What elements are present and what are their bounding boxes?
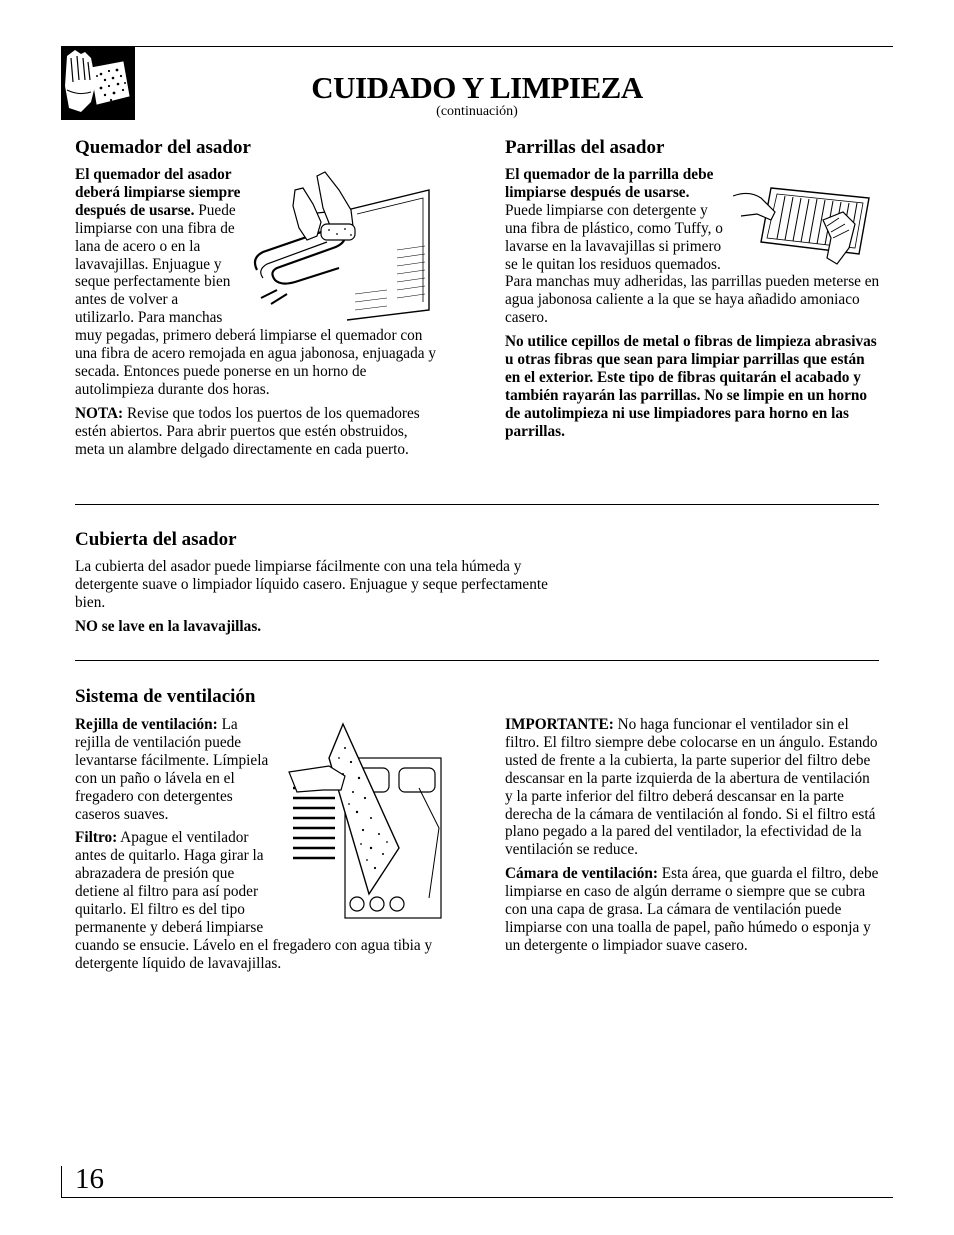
filtro-text: Apague el ventilador antes de quitarlo. Haga girar la abrazadera de presión que detiene al filtro para así poder quitarlo. El filtro es del tipo permanente y deberá limpiarse cuando se ensucie. Lávelo en el fregadero con agua tibia y detergente líquido de lavavajillas. — [75, 829, 433, 972]
quemador-p1-bold: El quemador del asador deberá limpiarse siempre después de usarse. — [75, 166, 241, 219]
section-heading-quemador: Quemador del asador — [75, 137, 251, 158]
quemador-nota-label: NOTA: — [75, 404, 124, 422]
bottom-rule — [61, 1197, 893, 1198]
page-subtitle: (continuación) — [436, 104, 518, 119]
ventilacion-left-text — [75, 716, 445, 973]
importante-text: No haga funcionar el ventilador sin el filtro. El filtro siempre debe colocarse en un ángulo. Estando usted de frente a la cubierta, la parte superior del filtro debe descansar en la parte izquierda de la abertura de ventilación y la parte inferior del filtro deberá descansar en la parte derecha de la cámara de ventilación al fondo. Si el filtro está plano pegado a la pared del ventilador, la efectividad de la ventilación se reduce. — [505, 716, 878, 859]
section-parrillas — [505, 136, 881, 447]
quemador-text — [75, 166, 437, 459]
rejilla-text: La rejilla de ventilación puede levantarse fácilmente. Límpiela con un paño o lávela en el fregadero con detergentes caseros suaves. — [75, 716, 269, 823]
camara-label: Cámara de ventilación: — [505, 865, 658, 883]
camara-text: Esta área, que guarda el filtro, debe limpiarse en caso de algún derrame o siempre que se cubra con una capa de grasa. La cámara de ventilación puede limpiarse con una toalla de papel, paño húmedo o esponja y un detergente o limpiador suave casero. — [505, 865, 879, 954]
top-rule — [61, 46, 893, 47]
cubierta-warning: NO se lave en la lavavajillas. — [75, 617, 262, 635]
section-cubierta — [75, 528, 565, 642]
grill-rack-illustration — [731, 168, 881, 268]
quemador-nota-text: Revise que todos los puertos de los quemadores estén abiertos. Para abrir puertos que estén obstruidos, meta un alambre delgado directamente en cada puerto. — [75, 404, 420, 458]
section-heading-parrillas: Parrillas del asador — [505, 137, 665, 158]
footer-left-rule — [61, 1166, 62, 1197]
filtro-label: Filtro: — [75, 829, 118, 847]
importante-label: IMPORTANTE: — [505, 716, 614, 733]
vent-filter-illustration — [279, 718, 445, 930]
burner-illustration — [247, 170, 437, 324]
section-heading-ventilacion: Sistema de ventilación — [75, 686, 256, 707]
cubierta-text — [75, 558, 565, 636]
section-divider-1 — [75, 504, 879, 505]
ventilacion-left — [75, 716, 445, 979]
parrillas-text — [505, 166, 881, 441]
quemador-p1-text: Puede limpiarse con una fibra de lana de acero o en la lavavajillas. Enjuague y seque perfectamente bien antes de volver a utilizarlo. Para manchas muy pegadas, primero deberá limpiarse el quemador con una fibra de acero remojada en agua jabonosa, enjuagada y secada. Entonces puede ponerse en un horno de autolimpieza durante dos horas. — [75, 201, 437, 398]
section-divider-2 — [75, 660, 879, 661]
page-title: CUIDADO Y LIMPIEZA — [311, 70, 643, 105]
parrillas-warning: No utilice cepillos de metal o fibras de limpieza abrasivas u otras fibras que sean para limpiar parrillas que están en el exterior. Este tipo de fibras quitarán el acabado y también rayarán las parrillas. No se limpie en un horno de autolimpieza ni use limpiadores para horno en las parrillas. — [505, 333, 877, 440]
parrillas-p1-bold: El quemador de la parrilla debe limpiarse después de usarse. — [505, 166, 714, 201]
page-number: 16 — [75, 1163, 104, 1195]
ventilacion-right — [505, 716, 881, 961]
cubierta-p1: La cubierta del asador puede limpiarse fácilmente con una tela húmeda y detergente suave o limpiador líquido casero. Enjuague y seque perfectamente bien. — [75, 558, 548, 611]
section-quemador — [75, 136, 437, 465]
parrillas-p1-text: Puede limpiarse con detergente y una fibra de plástico, como Tuffy, o lavarse en la lavavajillas si primero se le quitan los residuos quemados. Para manchas muy adheridas, las parrillas pueden meterse en agua jabonosa caliente a la que se haya añadido amoniaco casero. — [505, 201, 880, 327]
rejilla-label: Rejilla de ventilación: — [75, 716, 218, 733]
ventilacion-right-text — [505, 716, 881, 955]
section-heading-cubierta: Cubierta del asador — [75, 529, 237, 550]
